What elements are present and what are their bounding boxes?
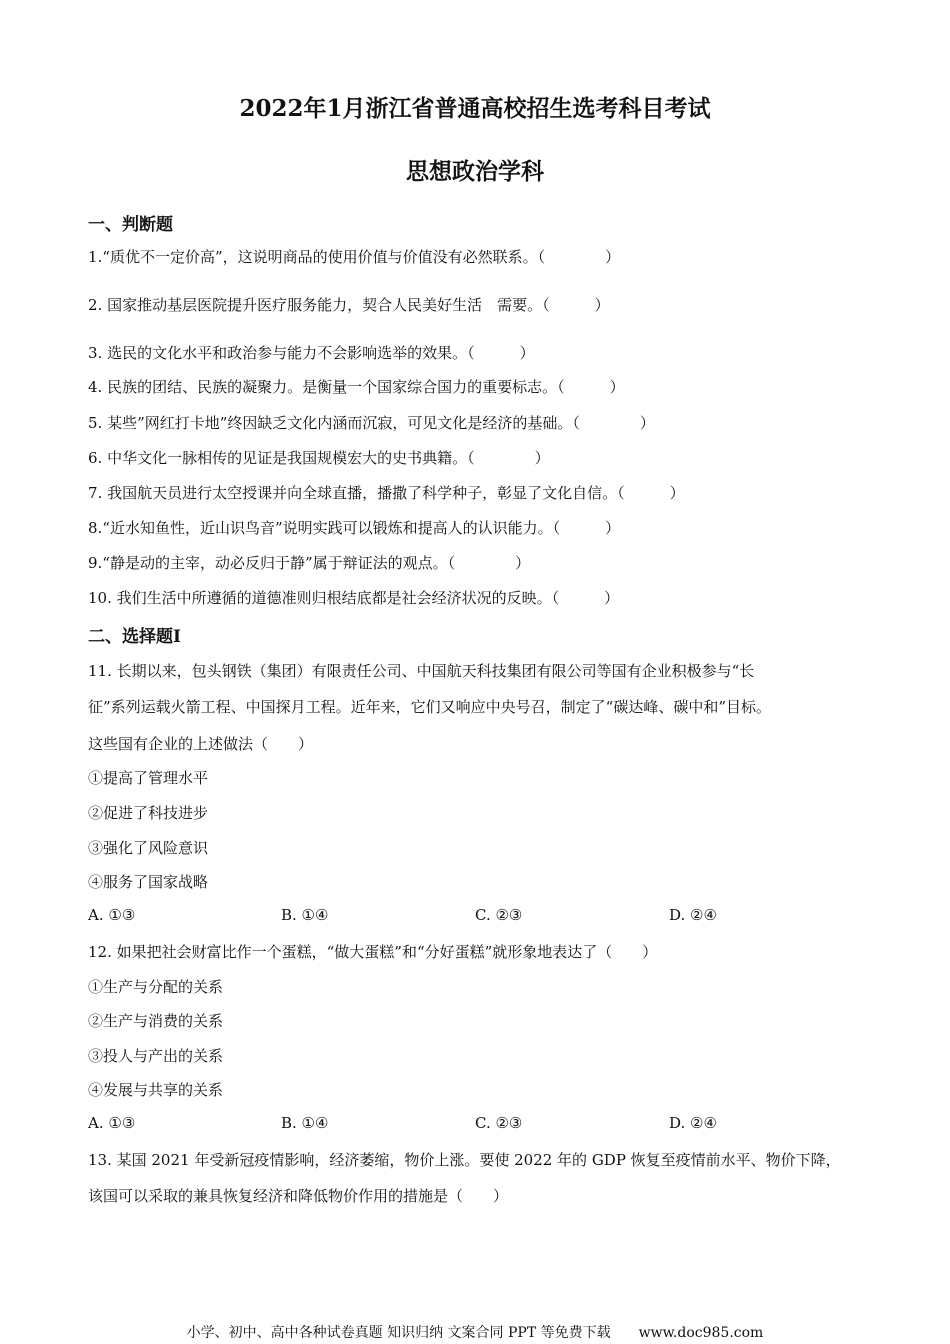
q11-statement: ④服务了国家战略: [88, 873, 209, 891]
option-a: A. ①③: [88, 906, 136, 924]
q12-statement: ③投人与产出的关系: [88, 1047, 224, 1065]
q11-stem-line: 11. 长期以来，包头钢铁（集团）有限责任公司、中国航天科技集团有限公司等国有企业积极参与“长: [88, 662, 755, 680]
section-heading-choice: 二、选择题Ⅰ: [88, 627, 181, 647]
q13-stem-line: 该国可以采取的兼具恢复经济和降低物价作用的措施是（ ）: [88, 1187, 509, 1205]
question-item: 2. 国家推动基层医院提升医疗服务能力，契合人民美好生活 需要。（ ）: [88, 296, 610, 314]
option-b: B. ①④: [281, 1114, 329, 1132]
question-item: 5. 某些”网红打卡地”终因缺乏文化内涵而沉寂，可见文化是经济的基础。（ ）: [88, 414, 655, 432]
option-d: D. ②④: [669, 906, 717, 924]
question-item: 3. 选民的文化水平和政治参与能力不会影响选举的效果。（ ）: [88, 344, 535, 362]
question-item: 9.“静是动的主宰，动必反归于静”属于辩证法的观点。（ ）: [88, 554, 531, 572]
q11-statement: ②促进了科技进步: [88, 804, 209, 822]
exam-subject: 思想政治学科: [406, 158, 544, 185]
option-a: A. ①③: [88, 1114, 136, 1132]
question-item: 8.“近水知鱼性，近山识鸟音”说明实践可以锻炼和提高人的认识能力。（ ）: [88, 519, 621, 537]
q11-stem-line: 这些国有企业的上述做法（ ）: [88, 735, 314, 753]
q12-statement: ①生产与分配的关系: [88, 978, 224, 996]
option-d: D. ②④: [669, 1114, 717, 1132]
page-footer: 小学、初中、高中各种试卷真题 知识归纳 文案合同 PPT 等免费下载 www.doc985.com: [186, 1325, 764, 1341]
q11-statement: ③强化了风险意识: [88, 839, 209, 857]
option-b: B. ①④: [281, 906, 329, 924]
q12-stem: 12. 如果把社会财富比作一个蛋糕，“做大蛋糕”和“分好蛋糕”就形象地表达了（ ）: [88, 943, 658, 961]
question-item: 4. 民族的团结、民族的凝聚力。是衡量一个国家综合国力的重要标志。（ ）: [88, 378, 625, 396]
option-c: C. ②③: [475, 1114, 523, 1132]
q11-statement: ①提高了管理水平: [88, 769, 209, 787]
q13-stem-line: 13. 某国 2021 年受新冠疫情影响，经济萎缩，物价上涨。要使 2022 年的 GDP 恢复至疫情前水平、物价下降，: [88, 1151, 841, 1169]
section-heading-judgment: 一、判断题: [88, 215, 173, 235]
question-item: 10. 我们生活中所遵循的道德准则归根结底都是社会经济状况的反映。（ ）: [88, 589, 620, 607]
q12-statement: ②生产与消费的关系: [88, 1012, 224, 1030]
question-item: 7. 我国航天员进行太空授课并向全球直播，播撒了科学种子，彰显了文化自信。（ ）: [88, 484, 685, 502]
question-item: 1.“质优不一定价高”，这说明商品的使用价值与价值没有必然联系。（ ）: [88, 248, 621, 266]
exam-title: 2022年1月浙江省普通高校招生选考科目考试: [239, 95, 711, 122]
q12-statement: ④发展与共享的关系: [88, 1081, 224, 1099]
question-item: 6. 中华文化一脉相传的见证是我国规模宏大的史书典籍。（ ）: [88, 449, 550, 467]
q11-stem-line: 征”系列运载火箭工程、中国探月工程。近年来，它们又响应中央号召，制定了“碳达峰、碳中和”目标。: [88, 698, 772, 716]
option-c: C. ②③: [475, 906, 523, 924]
